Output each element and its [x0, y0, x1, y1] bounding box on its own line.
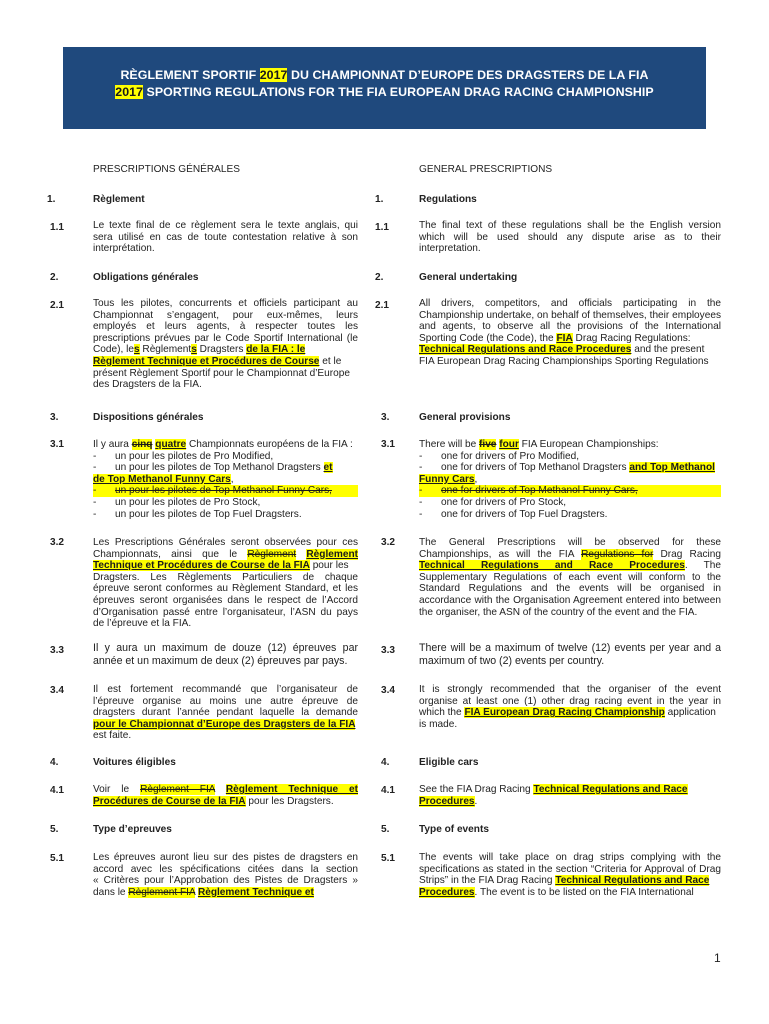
- article-number: 3.3: [381, 645, 396, 656]
- section-title-english: Eligible cars: [419, 757, 479, 768]
- article-number: 1.1: [375, 222, 390, 233]
- article-3-4-english: It is strongly recommended that the organiser of the event organise at least one (1) other drag racing event in the year in which the FIA European Drag Racing Championship application is made.: [419, 684, 721, 730]
- article-1-1-french: Le texte final de ce règlement sera le texte anglais, qui sera utilisé en cas de toute contestation relative à son interprétation.: [93, 220, 358, 255]
- list-item: - un pour les pilotes de Pro Modified,: [93, 450, 274, 462]
- section-title-french: Voitures éligibles: [93, 757, 176, 768]
- section-number: 4.: [381, 757, 390, 768]
- article-2-1-french: Tous les pilotes, concurrents et officiels participant au Championnat s’engagent, pour eux-mêmes, leurs employés et leurs agents, à respecter toutes les prescriptions prévues par le Code Sportif International (le Code), les Règlements Dragsters de la FIA : le Règlement Technique et Procédures de Course et le présent Règlement Sportif pour le Championnat d’Europe des Dragsters de la FIA.: [93, 298, 358, 391]
- article-number: 2.1: [50, 300, 65, 311]
- heading-english: GENERAL PRESCRIPTIONS: [419, 164, 553, 175]
- section-number: 2.: [50, 272, 59, 283]
- article-3-3-english: There will be a maximum of twelve (12) events per year and a maximum of two (2) events per country.: [419, 642, 721, 667]
- list-item: - un pour les pilotes de Top Methanol Dragsters et: [93, 462, 333, 474]
- list-item: - one for drivers of Top Methanol Dragsters and Top Methanol: [419, 462, 715, 474]
- article-4-1-french: Voir le Règlement FIA Règlement Technique et Procédures de Course de la FIA pour les Dragsters.: [93, 784, 358, 807]
- article-number: 5.1: [381, 853, 396, 864]
- section-number: 1.: [47, 194, 56, 205]
- list-item: - one for drivers of Pro Modified,: [419, 450, 580, 462]
- article-3-2-french: Les Prescriptions Générales seront observées pour ces Championnats, ainsi que le Règlement Règlement Technique et Procédures de Course de la FIA pour les Dragsters. Les Règlements Particuliers de chaque épreuve seront conformes au Règlement Standard, et les épreuves seront organisées dans le respect de l’Accord d’Organisation passé entre l’organisateur, l’ASN du pays de l’épreuve et la FIA.: [93, 537, 358, 630]
- article-3-1-french: Il y aura cinq quatre Championnats européens de la FIA : - un pour les pilotes de Pro Modified, - un pour les pilotes de Top Methanol Dragsters et de Top Methanol Funny Cars, - un pour les pilotes de Top Methanol Funny Cars, - un pour les pilotes de Pro Stock, - un pour les pilotes de Top Fuel Dragsters.: [93, 439, 358, 520]
- title-banner: [63, 47, 706, 129]
- article-number: 3.4: [50, 685, 65, 696]
- section-number: 3.: [50, 412, 59, 423]
- page-number: 1: [714, 951, 721, 965]
- title-english: 2017 SPORTING REGULATIONS FOR THE FIA EUROPEAN DRAG RACING CHAMPIONSHIP: [115, 85, 654, 99]
- article-number: 3.2: [381, 537, 396, 548]
- section-title-french: Règlement: [93, 194, 145, 205]
- list-item-deleted: - un pour les pilotes de Top Methanol Funny Cars,: [93, 485, 358, 497]
- article-5-1-french: Les épreuves auront lieu sur des pistes de dragsters en accord avec les spécifications citées dans la section « Critères pour l’Approbation des Pistes de Dragsters » dans le Règlement FIA Règlement Technique et: [93, 852, 358, 898]
- section-number: 5.: [381, 824, 390, 835]
- article-number: 1.1: [50, 222, 65, 233]
- section-title-english: General undertaking: [419, 272, 518, 283]
- section-number: 5.: [50, 824, 59, 835]
- article-number: 3.1: [381, 439, 396, 450]
- article-3-1-english: There will be five four FIA European Championships: - one for drivers of Pro Modified, - one for drivers of Top Methanol Dragsters and Top Methanol Funny Cars, - one for drivers of Top Methanol Funny Cars, - one for drivers of Pro Stock, - one for drivers of Top Fuel Dragsters.: [419, 439, 721, 520]
- article-number: 3.1: [50, 439, 65, 450]
- list-item-deleted: - one for drivers of Top Methanol Funny Cars,: [419, 485, 721, 497]
- article-number: 3.2: [50, 537, 65, 548]
- list-item: - un pour les pilotes de Top Fuel Dragsters.: [93, 508, 302, 520]
- section-title-english: General provisions: [419, 412, 511, 423]
- list-item: - one for drivers of Pro Stock,: [419, 496, 567, 508]
- heading-french: PRESCRIPTIONS GÉNÉRALES: [93, 164, 240, 175]
- section-title-french: Obligations générales: [93, 272, 199, 283]
- article-number: 4.1: [381, 785, 396, 796]
- article-number: 5.1: [50, 853, 65, 864]
- section-number: 2.: [375, 272, 384, 283]
- list-item: - one for drivers of Top Fuel Dragsters.: [419, 508, 608, 520]
- section-title-english: Regulations: [419, 194, 477, 205]
- section-number: 4.: [50, 757, 59, 768]
- article-number: 2.1: [375, 300, 390, 311]
- section-number: 1.: [375, 194, 384, 205]
- title-french: RÈGLEMENT SPORTIF 2017 DU CHAMPIONNAT D’EUROPE DES DRAGSTERS DE LA FIA: [120, 68, 649, 82]
- article-3-2-english: The General Prescriptions will be observed for these Championships, as will the FIA Regulations for Drag Racing Technical Regulations and Race Procedures. The Supplementary Regulations of each event will conform to the Standard Regulations and the events will be organised in accordance with the Organisation Agreement entered into between the organiser, the ASN of the country of the event and the FIA.: [419, 537, 721, 618]
- section-title-english: Type of events: [419, 824, 489, 835]
- section-title-french: Dispositions générales: [93, 412, 204, 423]
- list-item-continued: de Top Methanol Funny Cars,: [93, 473, 234, 485]
- article-number: 3.4: [381, 685, 396, 696]
- article-number: 3.3: [50, 645, 65, 656]
- article-3-3-french: Il y aura un maximum de douze (12) épreuves par année et un maximum de deux (2) épreuves par pays.: [93, 642, 358, 667]
- article-1-1-english: The final text of these regulations shall be the English version which will be used should any dispute arise as to their interpretation.: [419, 220, 721, 255]
- list-item: - un pour les pilotes de Pro Stock,: [93, 496, 261, 508]
- article-number: 4.1: [50, 785, 65, 796]
- article-5-1-english: The events will take place on drag strips complying with the specifications as stated in the section “Criteria for Approval of Drag Strips” in the FIA Drag Racing Technical Regulations and Race Procedures. The event is to be listed on the FIA International: [419, 852, 721, 898]
- section-title-french: Type d’epreuves: [93, 824, 172, 835]
- section-number: 3.: [381, 412, 390, 423]
- list-item-continued: Funny Cars,: [419, 473, 478, 485]
- article-4-1-english: See the FIA Drag Racing Technical Regulations and Race Procedures.: [419, 784, 688, 807]
- article-2-1-english: All drivers, competitors, and officials participating in the Championship undertake, on behalf of themselves, their employees and agents, to observe all the provisions of the International Sporting Code (the Code), the FIA Drag Racing Regulations: Technical Regulations and Race Procedures and the present FIA European Drag Racing Championships Sporting Regulations: [419, 298, 721, 367]
- article-3-4-french: Il est fortement recommandé que l’organisateur de l’épreuve organise au moins une autre épreuve de dragsters durant l’année pendant laquelle la demande pour le Championnat d’Europe des Dragsters de la FIA est faite.: [93, 684, 358, 742]
